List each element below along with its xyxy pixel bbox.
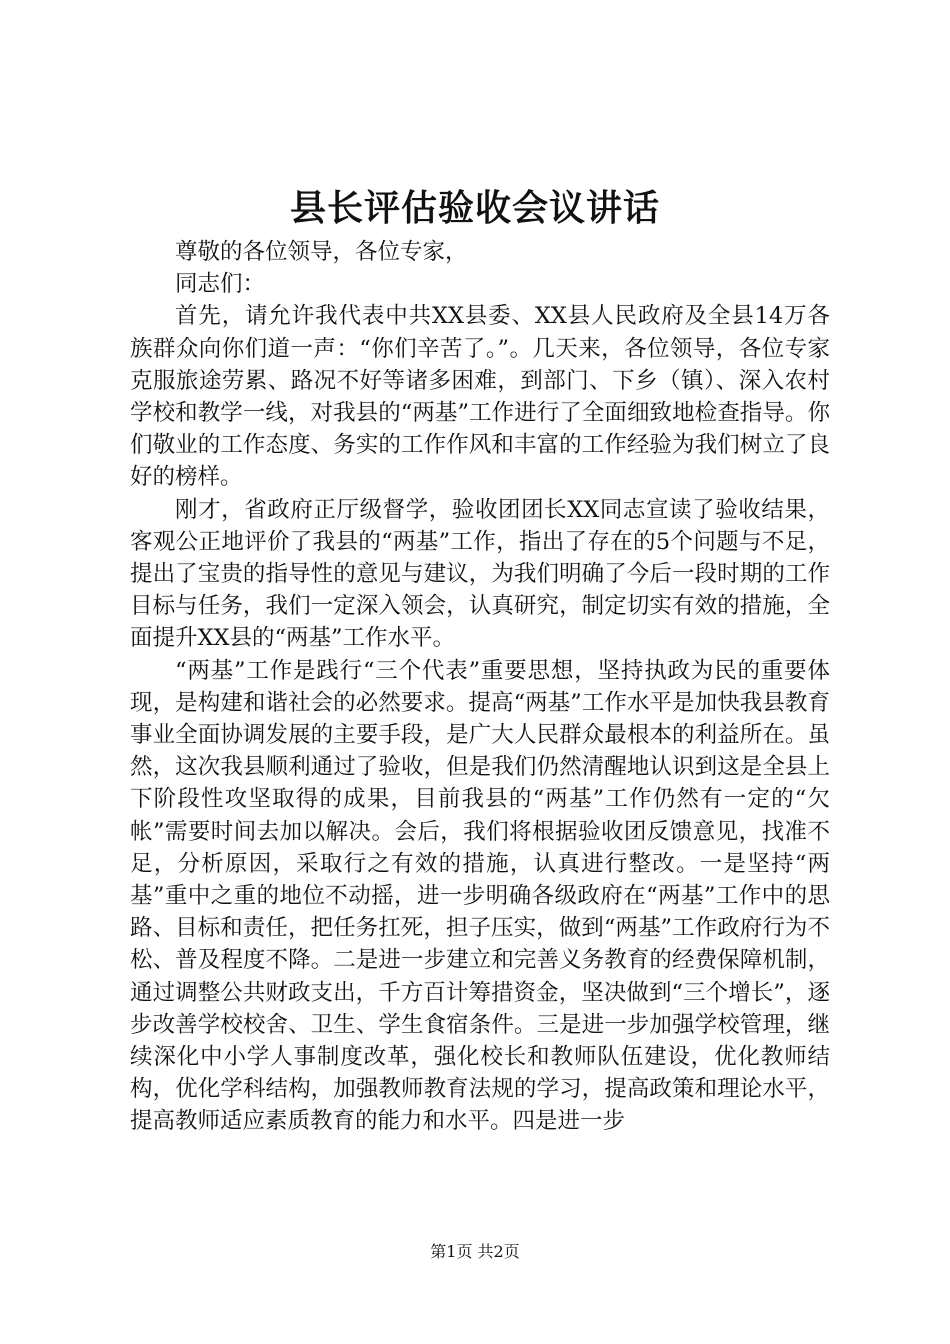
document-title: 县长评估验收会议讲话 (289, 187, 660, 229)
salutation-leaders: 尊敬的各位领导，各位专家， (175, 239, 468, 265)
salutation-comrades: 同志们： (175, 271, 266, 298)
page-number-footer: 第1页 共2页 (430, 1242, 520, 1261)
paragraph-measures: “两基”工作是践行“三个代表”重要思想，坚持执政为民的重要体现，是构建和谐社会的必然要求。提高“两基”工作水平是加快我县教育事业全面协调发展的主要手段，是广大人民群众最根本的利益所在。虽然，这次我县顺利通过了验收，但是我们仍然清醒地认识到这是全县上下阶段性攻坚取得的成果，目前我县的“两基”工作仍然有一定的“欠帐”需要时间去加以解决。会后，我们将根据验收团反馈意见，找准不足，分析原因，采取行之有效的措施，认真进行整改。一是坚持“两基”重中之重的地位不动摇，进一步明确各级政府在“两基”工作中的思路、目标和责任，把任务扛死，担子压实，做到“两基”工作政府行为不松、普及程度不降。二是进一步建立和完善义务教育的经费保障机制，通过调整公共财政支出，千方百计筹措资金，坚决做到“三个增长”，逐步改善学校校舍、卫生、学生食宿条件。三是进一步加强学校管理，继续深化中小学人事制度改革，强化校长和教师队伍建设，优化教师结构，优化学科结构，加强教师教育法规的学习，提高政策和理论水平，提高教师适应素质教育的能力和水平。四是进一步 (130, 657, 830, 1135)
paragraph-results: 刚才，省政府正厅级督学，验收团团长XX同志宣读了验收结果，客观公正地评价了我县的“两基”工作，指出了存在的5个问题与不足，提出了宝贵的指导性的意见与建议，为我们明确了今后一段时期的工作目标与任务，我们一定深入领会，认真研究，制定切实有效的措施，全面提升XX县的“两基”工作水平。 (130, 496, 830, 652)
document-body (130, 236, 830, 1138)
paragraph-thanks: 首先，请允许我代表中共XX县委、XX县人民政府及全县14万各族群众向你们道一声：“你们辛苦了。”。几天来，各位领导，各位专家克服旅途劳累、路况不好等诸多困难，到部门、下乡（镇）、深入农村学校和教学一线，对我县的“两基”工作进行了全面细致地检查指导。你们敬业的工作态度、务实的工作作风和丰富的工作经验为我们树立了良好的榜样。 (130, 303, 830, 491)
